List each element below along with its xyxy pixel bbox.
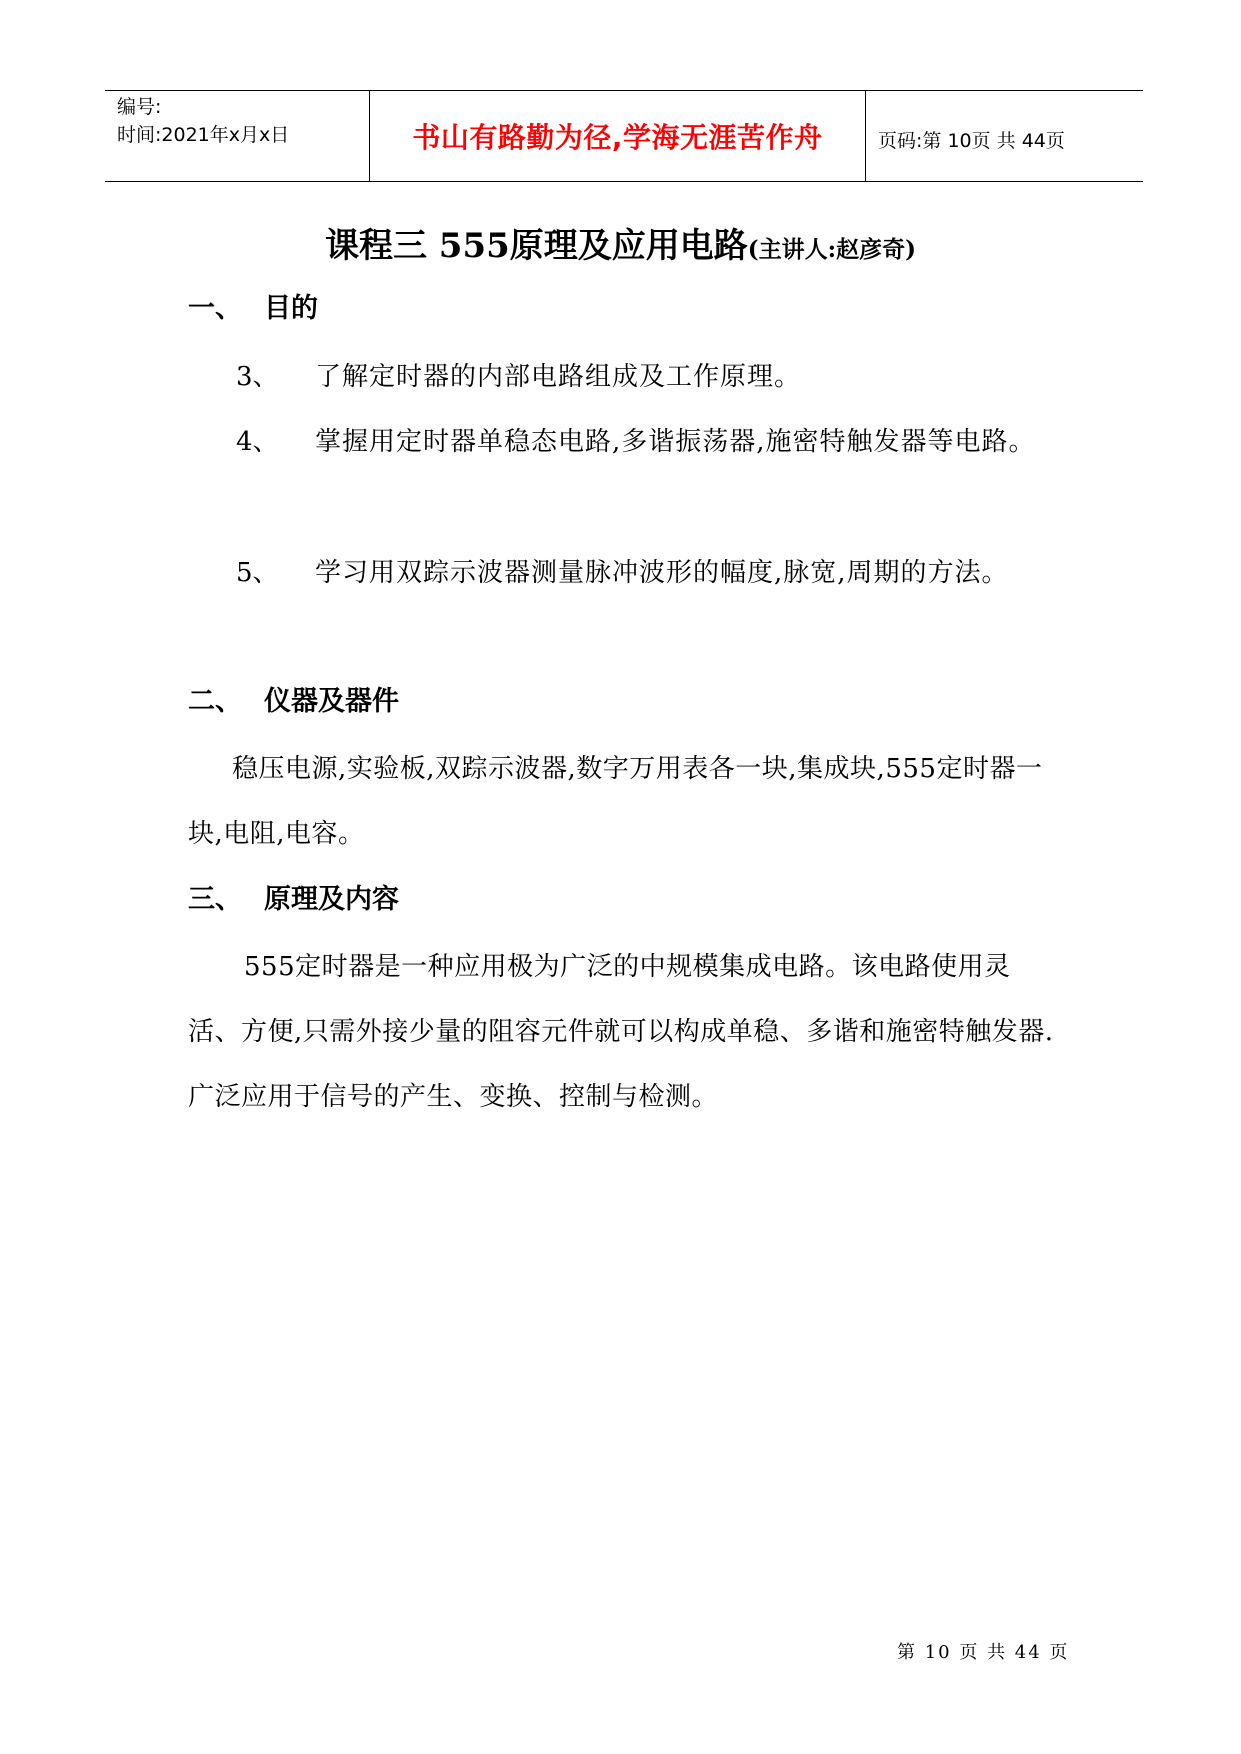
header-meta bbox=[105, 91, 370, 181]
header-page-info: 页码:第 10页 共 44页 bbox=[878, 129, 1065, 152]
list-item-number: 5、 bbox=[236, 558, 279, 588]
page-header bbox=[105, 90, 1143, 182]
section-number: 三、 bbox=[188, 884, 242, 915]
number-label: 编号: bbox=[117, 96, 162, 118]
list-item-text: 学习用双踪示波器测量脉冲波形的幅度,脉宽,周期的方法。 bbox=[315, 558, 1009, 588]
list-item-number: 4、 bbox=[236, 427, 279, 457]
course-title bbox=[0, 222, 1241, 274]
principle-paragraph: 555定时器是一种应用极为广泛的中规模集成电路。该电路使用灵活、方便,只需外接少量的阻容元件就可以构成单稳、多谐和施密特触发器.广泛应用于信号的产生、变换、控制与检测。 bbox=[188, 952, 1054, 1112]
list-item-text: 了解定时器的内部电路组成及工作原理。 bbox=[315, 362, 802, 392]
section-number: 二、 bbox=[188, 686, 242, 717]
section-heading-principle bbox=[188, 880, 399, 920]
equipment-paragraph: 稳压电源,实验板,双踪示波器,数字万用表各一块,集成块,555定时器一块,电阻,电容。 bbox=[188, 754, 1043, 849]
course-title-main: 课程三 555原理及应用电路 bbox=[324, 226, 748, 266]
section-number: 一、 bbox=[188, 293, 242, 324]
section-title: 目的 bbox=[264, 293, 318, 324]
list-item-number: 3、 bbox=[236, 362, 279, 392]
section-heading-equipment bbox=[188, 682, 399, 722]
section-heading-purpose bbox=[188, 289, 318, 329]
section-title: 原理及内容 bbox=[264, 884, 399, 915]
course-speaker: (主讲人:赵彦奇) bbox=[747, 236, 917, 263]
header-motto: 书山有路勤为径,学海无涯苦作舟 bbox=[370, 91, 866, 181]
section-title: 仪器及器件 bbox=[264, 686, 399, 717]
list-item-text: 掌握用定时器单稳态电路,多谐振荡器,施密特触发器等电路。 bbox=[315, 427, 1036, 457]
page-footer: 第 10 页 共 44 页 bbox=[897, 1642, 1070, 1663]
time-label: 时间:2021年x月x日 bbox=[117, 124, 290, 146]
